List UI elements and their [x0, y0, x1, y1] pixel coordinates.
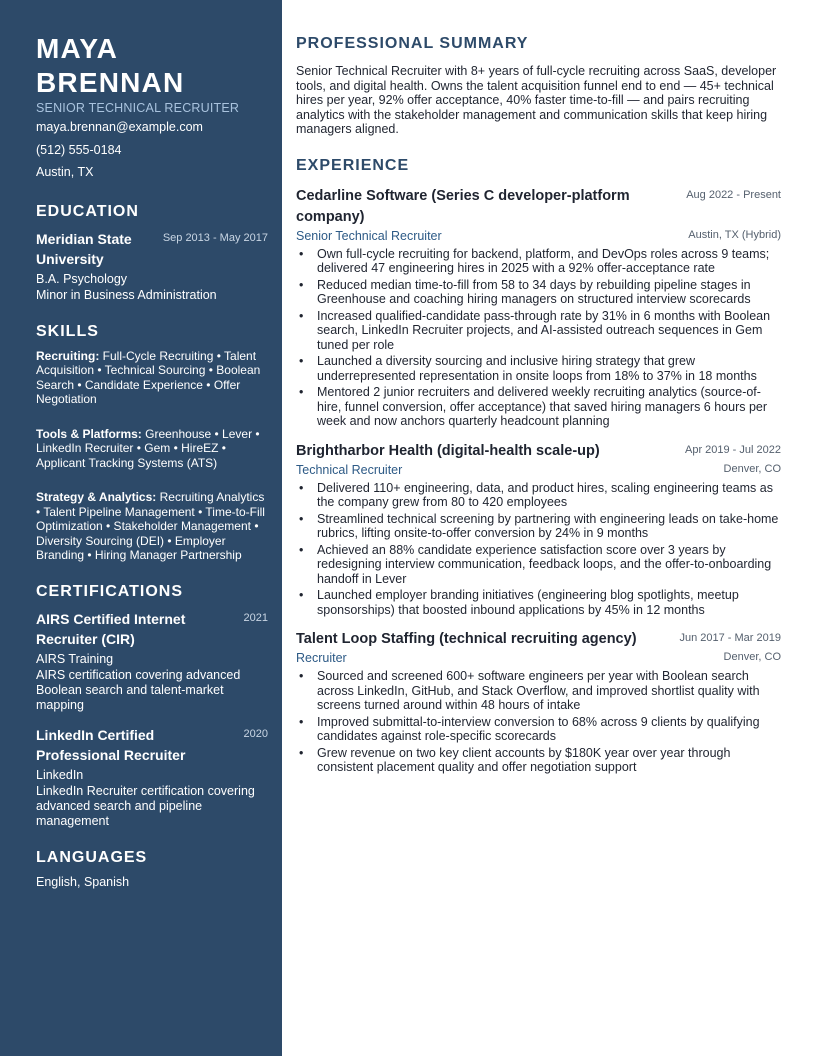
bullet-dot-icon: • [299, 669, 304, 684]
bullet-dot-icon: • [299, 588, 304, 603]
job-bullet [296, 669, 781, 713]
job-bullet [296, 278, 781, 307]
certification-year: 2020 [243, 727, 268, 740]
bullet-text: Sourced and screened 600+ software engineers per year with Boolean search across LinkedIn, GitHub, and Stack Overflow, and improved shortlist quality with screens turned around within 48 hours of intake [317, 669, 760, 713]
sidebar [0, 0, 282, 1056]
education-heading: EDUCATION [36, 202, 139, 220]
bullet-dot-icon: • [299, 745, 304, 760]
experience-heading: EXPERIENCE [296, 156, 410, 174]
certification-desc: LinkedIn Recruiter certification covering advanced search and pipeline management [36, 783, 255, 828]
education-minor: Minor in Business Administration [36, 287, 217, 302]
bullet-dot-icon: • [299, 542, 304, 557]
bullet-text: Achieved an 88% candidate experience satisfaction score over 3 years by redesigning interview communication, feedback loops, and the offer-to-onboarding handoff in Lever [317, 542, 772, 586]
bullet-dot-icon: • [299, 480, 304, 495]
bullet-text: Grew revenue on two key client accounts by $180K year over year through consistent placement quality and offer negotiation support [317, 745, 731, 775]
skill-group-text: Recruiting Analytics • Talent Pipeline Management • Time-to-Fill Optimization • Stakeholder Management • Diversity Sourcing (DEI) • Employer Branding • Hiring Manager Partnership [36, 490, 265, 562]
job-role: Recruiter [296, 651, 347, 666]
bullet-text: Increased qualified-candidate pass-through rate by 31% in 6 months with Boolean search, LinkedIn Recruiter projects, and AI-assisted outreach sequences in Gem tuned per role [317, 308, 771, 352]
job-bullet [296, 588, 781, 617]
job-location: Denver, CO [723, 651, 781, 664]
bullet-dot-icon: • [299, 308, 304, 323]
bullet-text: Streamlined technical screening by partnering with engineering leads on take-home rubrics, lifting onsite-to-offer conversion by 24% in 9 months [317, 511, 779, 541]
job-bullet [296, 247, 781, 276]
bullet-text: Improved submittal-to-interview conversion to 68% across 9 clients by qualifying candidates against role-specific scorecards [317, 714, 760, 744]
job-bullet [296, 746, 781, 775]
bullet-text: Mentored 2 junior recruiters and delivered weekly recruiting analytics (source-of-hire, funnel conversion, offer acceptance) that saved hiring managers 6 hours per week and now anchors quarterly headcount planning [317, 385, 768, 429]
contact-email[interactable]: maya.brennan@example.com [36, 120, 203, 134]
languages-heading: LANGUAGES [36, 848, 148, 866]
job-role: Senior Technical Recruiter [296, 228, 442, 243]
contact-phone[interactable]: (512) 555-0184 [36, 142, 122, 157]
summary-text: Senior Technical Recruiter with 8+ years of full-cycle recruiting across SaaS, developer tools, and digital health. Owns the talent acquisition funnel end to end — 45+ technical hires per year, 92% offer acceptance, 40% faster time-to-fill — and pairs recruiting analytics with the stakeholder management and communication skills that keep hiring managers aligned. [296, 64, 777, 137]
job-dates: Jun 2017 - Mar 2019 [679, 632, 781, 645]
languages-list: English, Spanish [36, 874, 130, 889]
education-dates: Sep 2013 - May 2017 [162, 231, 268, 244]
job-company: Talent Loop Staffing (technical recruiting agency) [296, 631, 637, 648]
skill-group-label: Tools & Platforms: [36, 426, 142, 441]
skill-group-text: Greenhouse • Lever • LinkedIn Recruiter • Gem • HireEZ • Applicant Tracking Systems (ATS) [36, 426, 260, 470]
bullet-dot-icon: • [299, 385, 304, 400]
job-role: Technical Recruiter [296, 462, 403, 477]
job-bullets [296, 247, 781, 429]
summary-heading: PROFESSIONAL SUMMARY [296, 35, 529, 52]
bullet-dot-icon: • [299, 246, 304, 261]
skills-heading: SKILLS [36, 322, 99, 340]
education-school: Meridian State University [36, 230, 132, 267]
bullet-dot-icon: • [299, 714, 304, 729]
bullet-text: Delivered 110+ engineering, data, and product hires, scaling engineering teams as the company grew from 80 to 420 employees [317, 480, 773, 510]
skill-group-label: Strategy & Analytics: [36, 490, 157, 504]
job-entry [296, 441, 781, 618]
bullet-text: Reduced median time-to-fill from 58 to 34 days by rebuilding pipeline stages in Greenhouse and coaching hiring managers on structured interview scorecards [317, 277, 751, 307]
job-bullet [296, 543, 781, 587]
job-bullets [296, 669, 781, 775]
bullet-text: Own full-cycle recruiting for backend, platform, and DevOps roles across 9 teams; delivered 47 engineering hires in 2025 with a 92% offer-acceptance rate [317, 246, 770, 276]
job-dates: Aug 2022 - Present [686, 188, 781, 201]
skill-group-text: Full-Cycle Recruiting • Talent Acquisition • Technical Sourcing • Boolean Search • Candidate Experience • Offer Negotiation [36, 348, 261, 406]
job-bullet [296, 354, 781, 383]
bullet-dot-icon: • [299, 354, 304, 369]
certification-entry [36, 609, 268, 713]
education-entry [36, 229, 268, 270]
job-entry [296, 186, 781, 429]
job-location: Austin, TX (Hybrid) [688, 228, 781, 241]
job-company: Brightharbor Health (digital-health scale-up) [296, 442, 600, 459]
job-bullet [296, 385, 781, 429]
bullet-dot-icon: • [299, 511, 304, 526]
skill-group-label: Recruiting: [36, 348, 100, 363]
job-location: Denver, CO [723, 462, 781, 475]
bullet-text: Launched a diversity sourcing and inclusive hiring strategy that grew underrepresented representation in onsite loops from 18% to 37% in 18 months [317, 354, 757, 383]
job-bullet [296, 309, 781, 353]
certification-entry [36, 725, 268, 829]
certifications-heading: CERTIFICATIONS [36, 582, 184, 600]
candidate-role: SENIOR TECHNICAL RECRUITER [36, 101, 240, 115]
contact-location: Austin, TX [36, 165, 94, 179]
certification-desc: AIRS certification covering advanced Boolean search and talent-market mapping [36, 667, 241, 712]
job-bullet [296, 715, 781, 744]
certification-title: AIRS Certified Internet Recruiter (CIR) [36, 610, 186, 647]
main-content [296, 35, 781, 787]
job-bullet [296, 512, 781, 541]
skill-group-recruiting [36, 349, 268, 407]
certification-year: 2021 [243, 611, 268, 624]
job-entry [296, 629, 781, 775]
job-bullets [296, 481, 781, 618]
job-bullet [296, 481, 781, 510]
certification-issuer: LinkedIn [36, 767, 84, 782]
bullet-text: Launched employer branding initiatives (engineering blog spotlights, meetup sponsorships) that boosted inbound applications by 45% in 12 months [317, 588, 739, 617]
skill-group-tools [36, 427, 268, 471]
certification-issuer: AIRS Training [36, 651, 114, 666]
education-degree: B.A. Psychology [36, 271, 128, 286]
bullet-dot-icon: • [299, 277, 304, 292]
skill-group-strategy [36, 490, 268, 563]
candidate-name: MAYA BRENNAN [36, 33, 185, 98]
job-company: Cedarline Software (Series C developer-platform company) [296, 187, 630, 225]
job-dates: Apr 2019 - Jul 2022 [684, 443, 781, 456]
certification-title: LinkedIn Certified Professional Recruiter [36, 726, 186, 763]
experience-list [296, 186, 781, 775]
